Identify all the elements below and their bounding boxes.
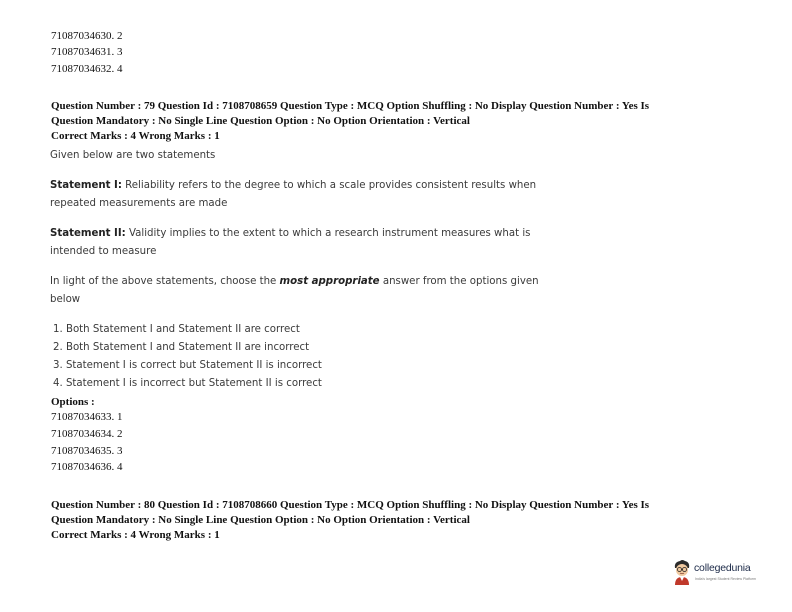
q79-choice-1: 1. Both Statement I and Statement II are correct xyxy=(53,324,300,335)
q79-instruction-cont: below xyxy=(50,294,81,305)
q79-statement-1-cont: repeated measurements are made xyxy=(50,198,228,209)
prev-option-3: 71087034632. 4 xyxy=(51,63,123,75)
logo-tagline: India's largest Student Review Platform xyxy=(695,577,756,581)
q79-choice-3: 3. Statement I is correct but Statement II is incorrect xyxy=(53,360,322,371)
q79-intro: Given below are two statements xyxy=(50,150,216,161)
instruction-emphasis: most appropriate xyxy=(279,276,380,287)
instruction-pre: In light of the above statements, choose the xyxy=(50,276,280,287)
instruction-post: answer from the options given xyxy=(379,276,539,287)
q79-instruction xyxy=(50,273,539,290)
student-mascot-icon xyxy=(672,559,692,585)
statement-1-label: Statement I: xyxy=(50,180,122,191)
statement-1-text: Reliability refers to the degree to which a scale provides consistent results when xyxy=(121,180,537,191)
prev-option-2: 71087034631. 3 xyxy=(51,46,123,58)
q79-choice-2: 2. Both Statement I and Statement II are incorrect xyxy=(53,342,310,353)
logo-wordmark: collegedunia xyxy=(694,562,751,574)
q79-statement-2-cont: intended to measure xyxy=(50,246,157,257)
q80-header-line-1: Question Number : 80 Question Id : 7108708660 Question Type : MCQ Option Shuffling : No Display Question Number : Yes Is xyxy=(51,499,650,511)
q79-option-4: 71087034636. 4 xyxy=(51,461,123,473)
q79-choice-4: 4. Statement I is incorrect but Statement II is correct xyxy=(53,378,322,389)
statement-2-text: Validity implies to the extent to which a research instrument measures what is xyxy=(125,228,531,239)
q79-option-2: 71087034634. 2 xyxy=(51,428,123,440)
q79-statement-2 xyxy=(50,225,530,242)
q79-option-3: 71087034635. 3 xyxy=(51,445,123,457)
q79-marks: Correct Marks : 4 Wrong Marks : 1 xyxy=(51,130,220,142)
collegedunia-logo xyxy=(672,557,772,591)
q79-option-1: 71087034633. 1 xyxy=(51,411,123,423)
q79-statement-1 xyxy=(50,177,536,194)
prev-option-1: 71087034630. 2 xyxy=(51,30,123,42)
q80-header-line-2: Question Mandatory : No Single Line Question Option : No Option Orientation : Vertical xyxy=(51,514,470,526)
q79-options-label: Options : xyxy=(51,396,95,408)
statement-2-label: Statement II: xyxy=(50,228,126,239)
q80-marks: Correct Marks : 4 Wrong Marks : 1 xyxy=(51,529,220,541)
q79-header-line-2: Question Mandatory : No Single Line Question Option : No Option Orientation : Vertical xyxy=(51,115,470,127)
q79-header-line-1: Question Number : 79 Question Id : 7108708659 Question Type : MCQ Option Shuffling : No Display Question Number : Yes Is xyxy=(51,100,650,112)
